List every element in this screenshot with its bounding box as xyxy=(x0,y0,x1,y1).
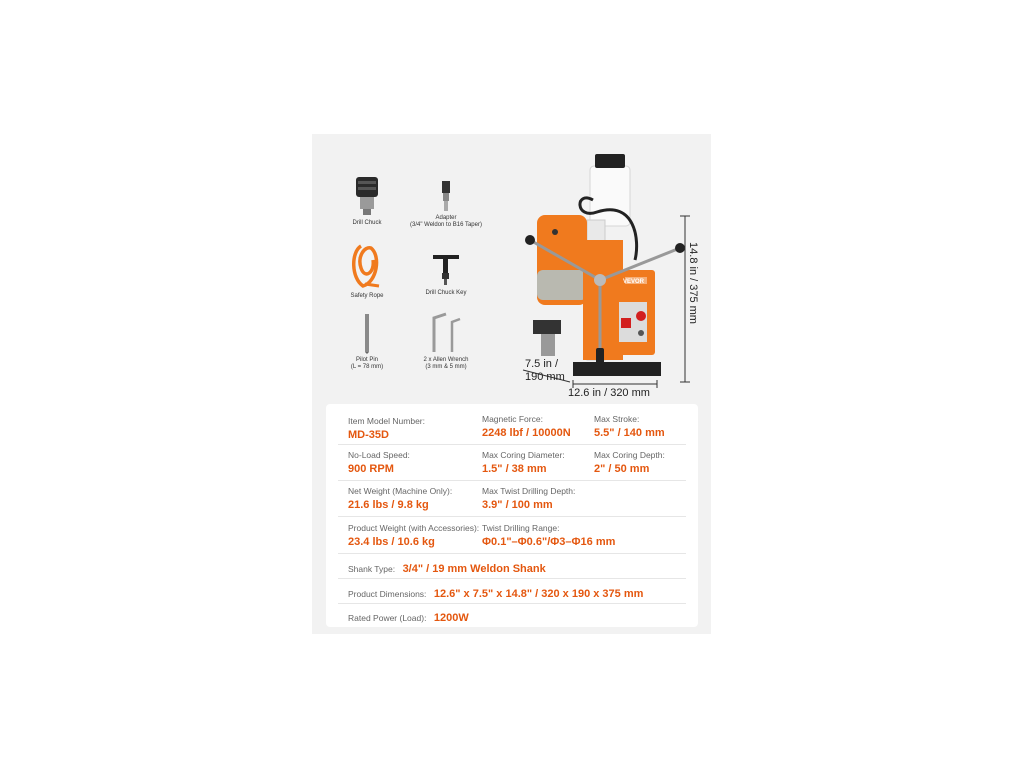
accessory-sublabel: (L = 78 mm) xyxy=(350,364,384,370)
spec-row xyxy=(338,480,686,517)
accessory-allen-wrench xyxy=(410,312,482,371)
spec-magnetic-force: Magnetic Force: 2248 lbf / 10000N xyxy=(482,414,571,439)
accessory-label: Adapter xyxy=(435,215,457,221)
accessory-chuck-key xyxy=(410,243,482,297)
accessory-sublabel: (3 mm & 5 mm) xyxy=(425,364,467,370)
accessory-sublabel: (3/4" Weldon to B16 Taper) xyxy=(410,222,482,228)
spec-row xyxy=(338,578,686,604)
dimension-height: 14.8 in / 375 mm xyxy=(687,242,699,324)
spec-row xyxy=(338,404,686,445)
spec-no-load-speed: No-Load Speed: 900 RPM xyxy=(348,450,410,475)
spec-row xyxy=(338,553,686,579)
spec-row xyxy=(338,444,686,481)
accessory-label: Safety Rope xyxy=(350,293,384,299)
spec-max-coring-diameter: Max Coring Diameter: 1.5" / 38 mm xyxy=(482,450,565,475)
spec-net-weight: Net Weight (Machine Only): 21.6 lbs / 9.8 kg xyxy=(348,486,453,511)
spec-rated-power: Rated Power (Load): 1200W xyxy=(348,612,469,624)
spec-product-weight: Product Weight (with Accessories): 23.4 lbs / 10.6 kg xyxy=(348,523,480,548)
accessory-safety-rope xyxy=(337,242,397,300)
dimension-depth: 7.5 in / 190 mm xyxy=(525,358,565,383)
accessory-pilot-pin xyxy=(337,312,397,371)
accessory-label: Drill Chuck xyxy=(352,220,382,226)
spec-twist-range: Twist Drilling Range: Φ0.1"–Φ0.6"/Φ3–Φ16 mm xyxy=(482,523,616,548)
spec-row xyxy=(338,516,686,554)
spec-shank-type: Shank Type: 3/4" / 19 mm Weldon Shank xyxy=(348,563,546,575)
accessory-label: Drill Chuck Key xyxy=(425,290,467,296)
accessory-adapter xyxy=(400,180,492,229)
drill-chuck-icon xyxy=(352,175,382,217)
spec-max-coring-depth: Max Coring Depth: 2" / 50 mm xyxy=(594,450,665,475)
accessory-label: 2 x Allen Wrench xyxy=(423,357,469,363)
spec-max-stroke: Max Stroke: 5.5" / 140 mm xyxy=(594,414,665,439)
spec-model: Item Model Number: MD-35D xyxy=(348,416,425,441)
chuck-key-icon xyxy=(429,243,463,287)
pilot-pin-icon xyxy=(362,312,372,354)
spec-product-dimensions: Product Dimensions: 12.6" x 7.5" x 14.8" / 320 x 190 x 375 mm xyxy=(348,588,644,600)
spec-row xyxy=(338,603,686,627)
allen-wrench-icon xyxy=(426,312,466,354)
accessory-label: Pilot Pin xyxy=(355,357,378,363)
spec-max-twist-depth: Max Twist Drilling Depth: 3.9" / 100 mm xyxy=(482,486,576,511)
dimension-width: 12.6 in / 320 mm xyxy=(568,387,650,399)
brand-logo: VEVOR xyxy=(623,279,645,285)
accessory-drill-chuck xyxy=(337,175,397,227)
rope-icon xyxy=(347,242,387,290)
specs-table xyxy=(326,404,698,627)
adapter-icon xyxy=(439,180,453,212)
